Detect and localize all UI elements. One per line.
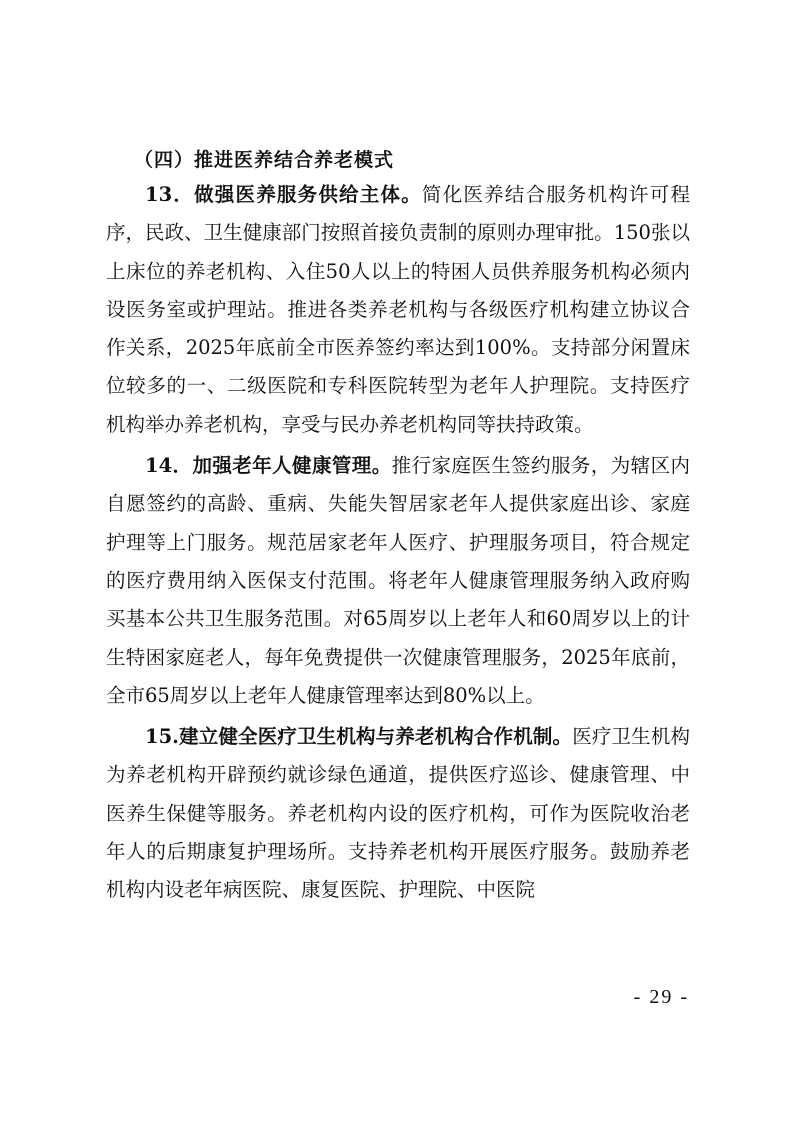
paragraph-text: 医疗卫生机构为养老机构开辟预约就诊绿色通道，提供医疗巡诊、健康管理、中医养生保健等服务。养老机构内设的医疗机构，可作为医院收治老年人的后期康复护理场所。支持养老机构开展医疗服务。鼓励养老机构内设老年病医院、康复医院、护理院、中医院 [106, 725, 690, 902]
section-heading: （四）推进医养结合养老模式 [134, 149, 395, 171]
paragraph-14 [106, 447, 690, 715]
page-number: - 29 - [633, 986, 689, 1008]
paragraph-text: 简化医养结合服务机构许可程序，民政、卫生健康部门按照首接负责制的原则办理审批。150张以上床位的养老机构、入住50人以上的特困人员供养服务机构必须内设医务室或护理站。推进各类养老机构与各级医疗机构建立协议合作关系，2025年底前全市医养签约率达到100%。支持部分闲置床位较多的一、二级医院和专科医院转型为老年人护理院。支持医疗机构举办养老机构，享受与民办养老机构同等扶持政策。 [106, 183, 690, 436]
document-body [106, 176, 690, 910]
paragraph-13 [106, 176, 690, 444]
paragraph-title: 14．加强老年人健康管理。 [145, 454, 392, 478]
paragraph-15 [106, 718, 690, 909]
paragraph-text: 推行家庭医生签约服务，为辖区内自愿签约的高龄、重病、失能失智居家老年人提供家庭出诊、家庭护理等上门服务。规范居家老年人医疗、护理服务项目，符合规定的医疗费用纳入医保支付范围。将老年人健康管理服务纳入政府购买基本公共卫生服务范围。对65周岁以上老年人和60周岁以上的计生特困家庭老人，每年免费提供一次健康管理服务，2025年底前，全市65周岁以上老年人健康管理率达到80%以上。 [106, 454, 690, 707]
paragraph-title: 13．做强医养服务供给主体。 [145, 183, 422, 206]
paragraph-title: 15.建立健全医疗卫生机构与养老机构合作机制。 [145, 725, 573, 749]
